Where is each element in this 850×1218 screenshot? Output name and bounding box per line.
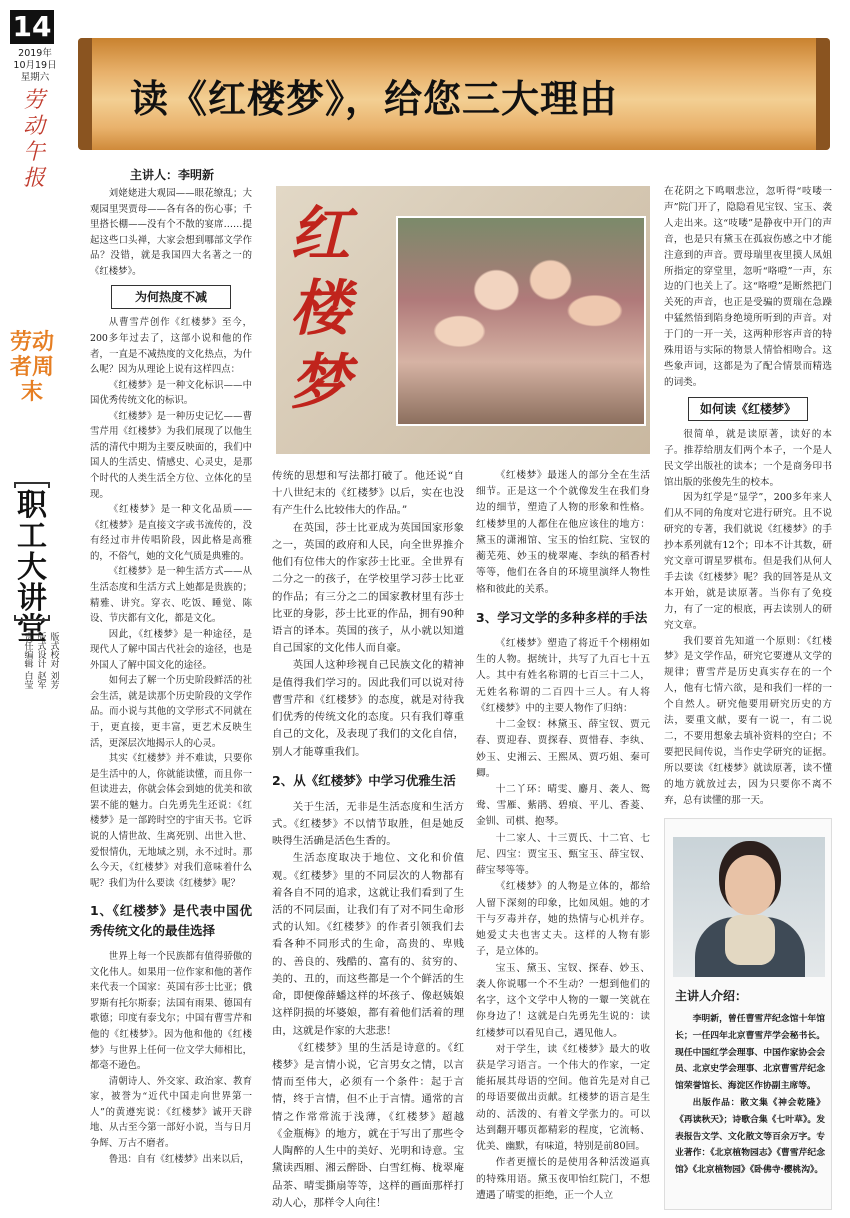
paragraph: 《红楼梦》是一种生活方式——从生活态度和生活方式上她都是贵族的；精雅、讲究。穿衣、吃饭、睡觉、陈设、节庆都有文化，都是文化。 bbox=[90, 566, 252, 625]
title-banner bbox=[78, 38, 830, 150]
credit-proof: 版式校对 刘芳 bbox=[48, 632, 59, 689]
paragraph: 如何去了解一个历史阶段鲜活的社会生活，就是读那个历史阶段的文学作品。而小说与其他的文学形式不同就在于，更直接，更丰富，更艺术反映生活，更深层次地揭示人的心灵。 bbox=[90, 675, 252, 749]
paragraph: 英国人这种珍视自己民族文化的精神是值得我们学习的。因此我们可以说对待曹雪芹和《红楼梦》的态度，就是对待我们优秀的传统文化的态度。只有我们尊重自己的文化，及表现了我们的文化自信，别人才能尊重我们。 bbox=[272, 659, 464, 758]
date-year: 2019年 bbox=[18, 48, 52, 59]
paper-logo: 劳动午报 bbox=[22, 88, 45, 191]
bio-paragraph: 李明新，曾任曹雪芹纪念馆十年馆长；一任四年北京曹雪芹学会秘书长。现任中国红学会理事、中国作家协会会员、北京史学会理事、北京曹雪芹纪念馆荣誉馆长、海淀区作协副主席等。 bbox=[675, 1014, 825, 1092]
paragraph: 很简单，就是读原著，读好的本子。推荐给朋友们两个本子，一个是人民文学出版社的读本；一个是商务印书馆出版的张俊先生的校本。 bbox=[664, 428, 832, 488]
author-portrait bbox=[673, 837, 825, 977]
paragraph: 对于学生，读《红楼梦》最大的收获是学习语言。一个伟大的作家，一定能拓展其母语的空间。他首先是对自己的母语要做出贡献。红楼梦的语言是生动的、活泼的、有着文学张力的。可以达到翻开哪页都精彩的程度，它流畅、优美、幽默，有味道，特别是前80回。 bbox=[476, 1043, 650, 1153]
paragraph: 传统的思想和写法都打破了。他还说“自十八世纪末的《红楼梦》以后，实在也没有产生什么比较伟大的作品。” bbox=[272, 470, 464, 517]
paragraph: 《红楼梦》是一种历史记忆——曹雪芹用《红楼梦》为我们展现了以他生活的清代中期为主要反映面的，我们中国人的生活史、情感史、心灵史，是那个时代的人类生活全方位、立体化的呈现。 bbox=[90, 410, 252, 500]
cast-photo bbox=[396, 216, 646, 426]
author-label: 主讲人介绍： bbox=[675, 989, 748, 1003]
paragraph: 《红楼梦》是一种文化标识——中国优秀传统文化的标识。 bbox=[90, 379, 252, 407]
paragraph: 其实《红楼梦》并不难读，只要你是生活中的人，你就能读懂，而且你一但读进去，你就会体会到她的优美和欲罢不能的魅力。白先勇先生还说：《红楼梦》是一部跨时空的宇宙天书。它诉说的人情世故、生离死别、出世入世、爱恨情仇，无地域之别，永不过时。那么今天，《红楼梦》对我们意味着什么呢？我们为什么要读《红楼梦》呢？ bbox=[90, 753, 252, 889]
paragraph: 因为红学是“显学”，200多年来人们从不同的角度对它进行研究。且不说研究的专著，我们就说《红楼梦》的手抄本系列就有12个；印本不计其数，研究文章可谓星罗棋布。但是我们从何人手去读《红楼梦》呢？我的回答是从文本开始，就是读原著。当你有了免疫力，有了一定的根底，再去读别人的研究文章。 bbox=[664, 492, 832, 631]
author-bio bbox=[675, 1011, 825, 1179]
author-box bbox=[664, 818, 832, 1210]
subheading: 1、《红楼梦》是代表中国优秀传统文化的最佳选择 bbox=[90, 903, 252, 939]
column-2 bbox=[272, 468, 464, 1212]
issue-date bbox=[10, 48, 60, 84]
masthead-rail bbox=[0, 0, 78, 1218]
credits bbox=[12, 632, 68, 689]
weekday: 星期六 bbox=[20, 72, 50, 83]
calligraphy-title: 红楼梦 bbox=[290, 200, 350, 418]
drama-photo bbox=[276, 186, 650, 454]
paragraph: 在英国，莎士比亚成为英国国家形象之一，英国的政府和人民，向全世界推介他们有位伟大的作家莎士比亚。全世界有二分之一的孩子，在学校里学习莎士比亚的作品；有三分之二的国家教材里有莎士比亚的身影，莎士比亚的作品，拥有90种语言的译本。英国的孩子，从小就以知道自己国家的文化伟人而自豪。 bbox=[272, 521, 464, 655]
column-1 bbox=[90, 186, 252, 1167]
paragraph: 《红楼梦》塑造了将近千个栩栩如生的人物。据统计，共写了九百七十五人。其中有姓名称谓的七百三十二人，无姓名称谓的二百四十三人。有人将《红楼梦》中的主要人物作了归纳： bbox=[476, 637, 650, 714]
paragraph: 十二家人、十三贾氏、十二官、七尼、四宝：贾宝玉、甄宝玉、薛宝钗、薛宝琴等等。 bbox=[476, 832, 650, 877]
speaker: 主讲人：李明新 bbox=[130, 168, 215, 182]
section-heading: 为何热度不减 bbox=[111, 285, 231, 309]
article-title: 读《红楼梦》，给您三大理由 bbox=[130, 77, 619, 121]
paragraph: 从曹雪芹创作《红楼梦》至今，200多年过去了，这部小说和他的作者，一直是不减热度的文化热点，为什么呢？因为从理论上说有这样四点： bbox=[90, 317, 252, 376]
bio-paragraph: 出版作品：散文集《神会乾隆》《再读秋天》；诗歌合集《七叶草》。发表报告文学、文化散文等百余万字。专业著作：《北京植物园志》《曹雪芹纪念馆》《北京植物园》《卧佛寺·樱桃沟》。 bbox=[675, 1097, 825, 1176]
credit-editor: 责任编辑 白莹 bbox=[22, 632, 33, 689]
bracket-bottom bbox=[14, 615, 50, 621]
paragraph: 关于生活，无非是生活态度和生活方式。《红楼梦》不以情节取胜，但是她反映得生活确是活色生香的。 bbox=[272, 800, 464, 848]
paragraph: 《红楼梦》是一种文化品质——《红楼梦》是直接文字或书流传的，没有经过市井传唱阶段，因此格是高雅的，不俗气，她的文化气质是典雅的。 bbox=[90, 504, 252, 562]
paragraph: 宝玉、黛玉、宝钗、探春、妙玉、袭人你说哪一个不生动？一想到他们的名字，这个文学中人物的一颦一笑就在你身边了！这就是白先勇先生说的：读红楼梦可以看见自己，遇见他人。 bbox=[476, 962, 650, 1039]
paragraph: 《红楼梦》里的生活是诗意的。《红楼梦》是言情小说，它言男女之情，以言情而至伟大，必须有一个条件：起于言情，终于言情，但不止于言情。通常的言情之作常常流于浅薄，《红楼梦》超越《金瓶梅》的地方，就在于写出了那些令人陶醉的人生中的美好、光明和诗意。宝黛读西厢、湘云醉卧、白雪红梅、栊翠庵品茶、晴雯撕扇等等，这样的画面那样打动人心，那样令人向往！ bbox=[272, 1041, 464, 1209]
column-4 bbox=[664, 184, 832, 809]
page-number: 14 bbox=[10, 10, 54, 44]
section-name: 劳动者周末 bbox=[10, 330, 55, 405]
section-heading: 如何读《红楼梦》 bbox=[688, 397, 808, 421]
credit-design: 版式设计 赵军 bbox=[35, 632, 46, 689]
paragraph: 因此，《红楼梦》是一种途径，是现代人了解中国古代社会的途径，也是外国人了解中国文化的途径。 bbox=[90, 628, 252, 671]
paragraph: 世界上每一个民族都有值得骄傲的文化伟人。如果用一位作家和他的著作来代表一个国家：英国有莎士比亚；俄罗斯有托尔斯泰；法国有雨果、德国有歌德；印度有泰戈尔；中国有曹雪芹和他的《红楼梦》。因为他和他的《红楼梦》与世界上任何一位文学大师相比，都毫不逊色。 bbox=[90, 951, 252, 1072]
paragraph: 十二丫环：晴雯、麝月、袭人、鸳鸯、雪雁、紫鹃、碧痕、平儿、香菱、金钏、司棋、抱琴。 bbox=[476, 783, 650, 828]
paragraph: 《红楼梦》最迷人的部分全在生活细节。正是这一个个就像发生在我们身边的细节，塑造了人物的形象和性格。红楼梦里的人都住在他应该住的地方：黛玉的潇湘馆、宝玉的怡红院、宝钗的蘅芜苑、妙玉的栊翠庵、李纨的稻香村等等，他们在各自的环境里演绎人物性格和彼此的关系。 bbox=[476, 470, 650, 595]
paragraph: 刘姥姥进大观园——眼花缭乱；大观园里哭贾母——各有各的伤心事；千里搭长棚——没有个不散的宴席……提起这些口头禅，大家会想到哪部文学作品？没错，就是我国四大名著之一的《红楼梦》。 bbox=[90, 188, 252, 277]
date-day: 10月19日 bbox=[13, 60, 57, 71]
portrait-head bbox=[725, 855, 775, 915]
paragraph: 《红楼梦》的人物是立体的，都给人留下深刻的印象，比如凤姐。她的才干与歹毒并存，她的热情与心机并存。她爱丈夫也害丈夫。这样的人物有影子，是立体的。 bbox=[476, 881, 650, 958]
portrait-scarf bbox=[725, 915, 775, 965]
paragraph: 清朝诗人、外交家、政治家、教育家，被誉为“近代中国走向世界第一人”的黄遵宪说：《红楼梦》诚开天辟地、从古至今第一部好小说，当与日月争辉、万古不磨者。 bbox=[90, 1075, 252, 1149]
subheading: 2、从《红楼梦》中学习优雅生活 bbox=[272, 772, 456, 788]
paragraph: 生活态度取决于地位、文化和价值观。《红楼梦》里的不同层次的人物都有着各自不同的追求，这就让我们看到了生活的不同层面，让我们有了对不同生命形式的认知。《红楼梦》的作者引领我们去看各种不同形式的生命，高贵的、卑贱的、善良的、残酷的、富有的、贫穷的、美的、丑的，而这些都是一个个鲜活的生命，即便像薛蟠这样的坏孩子、像赵姨娘这样阴损的坏婆娘，都有着他们活着的理由，这就是作家的大悲悲！ bbox=[272, 852, 464, 1037]
paragraph: 在花阴之下鸣咽悲泣，忽听得“吱喽一声”院门开了，隐隐看见宝钗、宝玉、袭人走出来。这“吱喽”是静夜中开门的声音，也是只有黛玉在孤寂伤感之中才能注意到的声音。贾母瑞里夜里摸人凤姐所指定的穿堂里，忽听“咯噔”一声，东边的门也关上了。这“咯噔”是断然把门关死的声音，也正是受骗的贾瑞在急躁中猛然悟到陷身绝境所听到的声音。对于门的一开一关，这两种形容声音的特殊用语与实际的物景人情恰相吻合。这些象声词，这都是为了配合情景而精选的词类。 bbox=[664, 186, 832, 388]
paragraph: 我们要首先知道一个原则：《红楼梦》是文学作品，研究它要遵从文学的规律；曹雪芹是历史真实存在的一个人，他有七情六欲，是和我们一样的一个自然人。研究他要用研究历史的方法，要重文献，要有一说一，有二说二，不要用想象去填补资料的空白；不要把民间传说，当作史学研究的证据。所以要读《红楼梦》就读原著，读不懂的地方就放过去，因为只要你不离不弃，总有读懂的那一天。 bbox=[664, 635, 832, 806]
paragraph: 十二金钗：林黛玉、薛宝钗、贾元春、贾迎春、贾探春、贾惜春、李纨、妙玉、史湘云、王熙凤、贾巧姐、秦可卿。 bbox=[476, 719, 650, 779]
column-name: 职工大讲堂 bbox=[17, 488, 47, 647]
paragraph: 鲁迅：自有《红楼梦》出来以后， bbox=[108, 1153, 250, 1165]
paragraph: 作者更擅长的是使用各种活泼逼真的特殊用语。黛玉夜叩怡红院门，不想遭遇了晴雯的拒绝，正一个人立 bbox=[476, 1157, 650, 1201]
column-3 bbox=[476, 468, 650, 1204]
subheading: 3、学习文学的多种多样的手法 bbox=[476, 609, 648, 625]
